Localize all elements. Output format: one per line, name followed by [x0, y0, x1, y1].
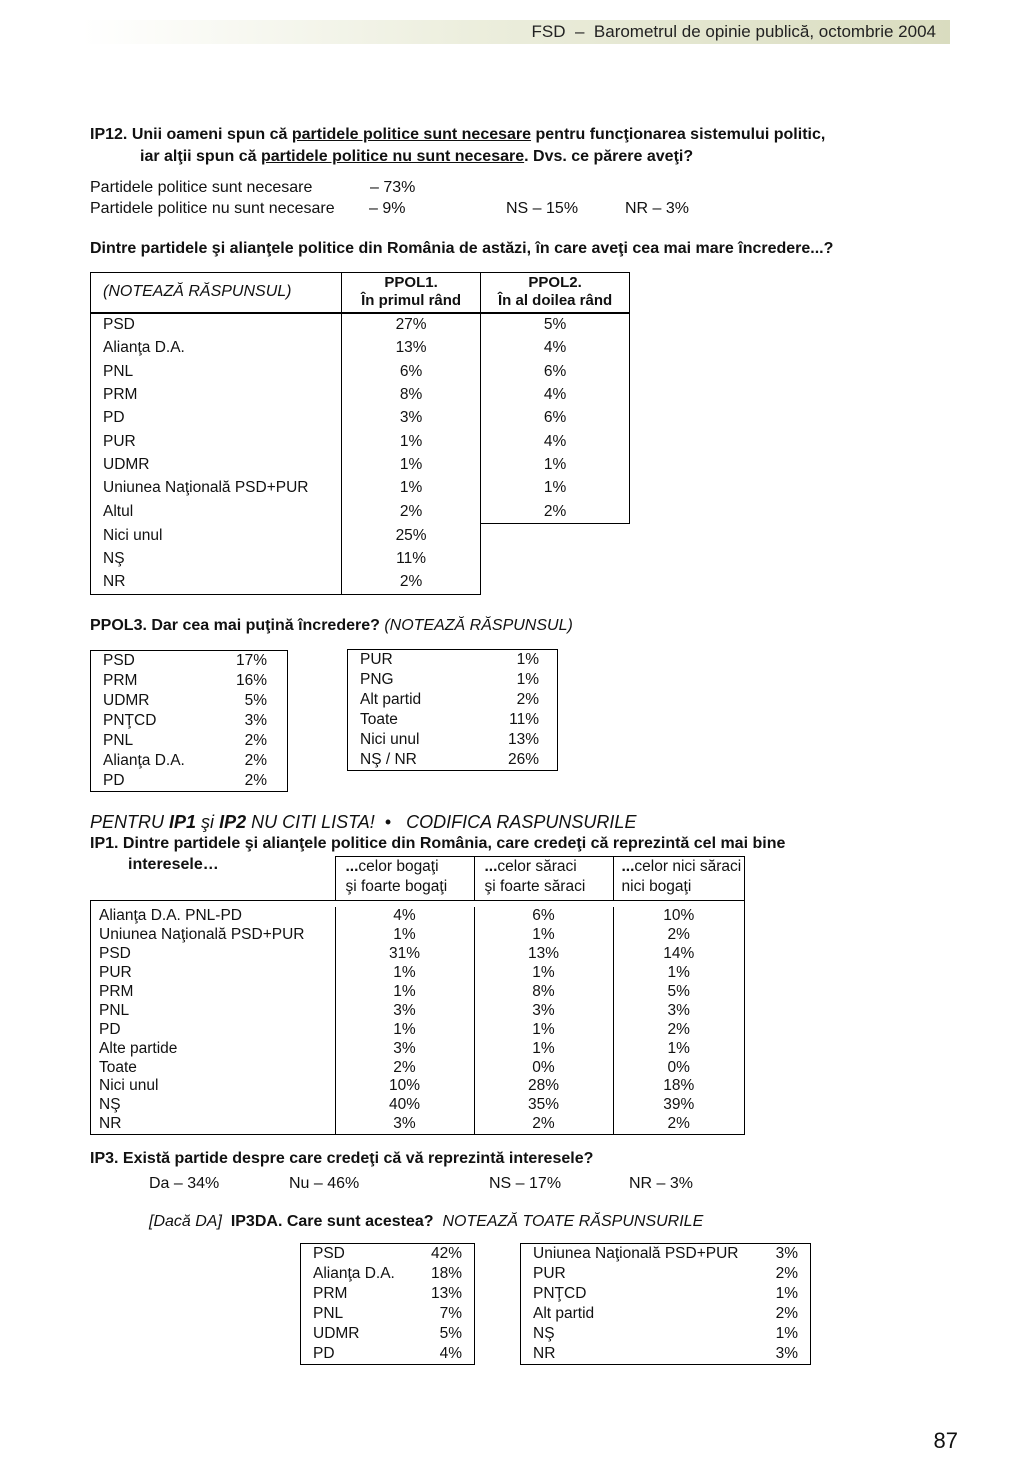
ppol2-value: 6%: [481, 407, 630, 430]
rich-value: 3%: [335, 1001, 474, 1020]
ip3-nu: Nu – 46%: [289, 1175, 360, 1192]
empty-cell: [91, 857, 336, 901]
row-label: Alianţa D.A. PNL-PD: [91, 907, 336, 926]
ppol3-text: Dar cea mai puţină încredere?: [146, 617, 380, 634]
rich-value: 1%: [335, 964, 474, 983]
ppol2-header: [481, 273, 630, 313]
sub-question: IP3DA. Care sunt acestea?: [230, 1213, 434, 1230]
col-header: PPOL1.: [384, 274, 438, 292]
row-value: 2%: [244, 752, 267, 769]
table-row: [91, 711, 288, 731]
ip12-ns: NS – 15%: [506, 200, 579, 217]
row-label: NR: [91, 1115, 336, 1134]
table-row: [91, 751, 288, 771]
ppol2-value: 4%: [481, 383, 630, 406]
table-row: [91, 691, 288, 711]
table-row: [348, 710, 558, 730]
row-label: Uniunea Naţională PSD+PUR: [533, 1245, 739, 1262]
table-row: [521, 1244, 811, 1265]
row-value: 2%: [775, 1265, 798, 1282]
row-value: 5%: [244, 692, 267, 709]
row-label: PRM: [91, 983, 336, 1002]
ppol1-value: 1%: [341, 477, 480, 500]
table-row: [91, 964, 745, 983]
row-label: PNL: [313, 1305, 344, 1322]
row-label: PNL: [91, 360, 342, 383]
row-value: 7%: [439, 1305, 462, 1322]
ppol2-value: 6%: [481, 360, 630, 383]
col-header: şi foarte bogaţi: [345, 878, 448, 895]
table-row: [301, 1244, 475, 1265]
ppol1-value: 6%: [341, 360, 480, 383]
row-value: 16%: [235, 672, 267, 689]
table-row: [91, 407, 630, 430]
row-label: PRM: [91, 383, 342, 406]
table-row: [91, 360, 630, 383]
condition: [Dacă DA]: [149, 1213, 222, 1230]
row-label: Altul: [91, 500, 342, 524]
ppol2-value: [481, 524, 630, 548]
row-label: NR: [533, 1345, 556, 1362]
ip12-answer-2: [90, 200, 335, 218]
row-label: PNG: [360, 671, 394, 688]
poor-value: 1%: [474, 926, 613, 945]
row-value: 26%: [507, 751, 539, 768]
row-label: Alianţa D.A.: [91, 337, 342, 360]
table-row: [521, 1324, 811, 1344]
col-header: celor săraci: [497, 858, 577, 875]
row-label: PNL: [91, 1001, 336, 1020]
poor-value: 6%: [474, 907, 613, 926]
middle-value: 0%: [613, 1058, 745, 1077]
rich-value: 4%: [335, 907, 474, 926]
row-value: 5%: [439, 1325, 462, 1342]
row-label: PSD: [91, 945, 336, 964]
ip1-header-middle: [613, 857, 745, 901]
ip3da-left-table: [300, 1243, 475, 1365]
row-label: Nici unul: [360, 731, 420, 748]
ip12-text: . Dvs. ce părere aveţi?: [524, 148, 694, 165]
row-label: NR: [91, 571, 342, 595]
ppol2-value: 4%: [481, 337, 630, 360]
row-label: PRM: [313, 1285, 348, 1302]
ip12-text: Unii oameni spun că: [131, 126, 292, 143]
ppol1-value: 1%: [341, 453, 480, 476]
ppol1-value: 13%: [341, 337, 480, 360]
ip1-question-line2: interesele…: [128, 856, 219, 873]
table-row: [301, 1264, 475, 1284]
row-value: 3%: [244, 712, 267, 729]
ip3da-question: [149, 1213, 703, 1231]
poor-value: 8%: [474, 983, 613, 1002]
row-value: 1%: [516, 651, 539, 668]
ppol1-value: 8%: [341, 383, 480, 406]
ppol2-value: [481, 547, 630, 570]
middle-value: 10%: [613, 907, 745, 926]
sub-note: NOTEAZĂ TOATE RĂSPUNSURILE: [442, 1213, 704, 1230]
table-row: [301, 1324, 475, 1344]
table-row: [91, 926, 745, 945]
row-label: Alianţa D.A.: [313, 1265, 395, 1282]
row-value: 11%: [509, 711, 539, 728]
row-label: PUR: [360, 651, 393, 668]
ip3-da: Da – 34%: [149, 1175, 220, 1192]
ip1-question-line1: IP1. Dintre partidele şi alianţele politice din România, care credeţi că reprezintă cel mai bine: [90, 835, 786, 852]
ip12-question-line1: [90, 126, 825, 144]
row-label: PNL: [103, 732, 134, 749]
row-label: UDMR: [103, 692, 150, 709]
table-header-row: [91, 857, 745, 901]
middle-value: 2%: [613, 926, 745, 945]
table-row: [521, 1304, 811, 1324]
col-header: În al doilea rând: [497, 292, 613, 310]
row-label: Alt partid: [360, 691, 422, 708]
col-header: În primul rând: [361, 292, 462, 310]
table-row: [91, 945, 745, 964]
table-row: [301, 1344, 475, 1365]
row-value: 17%: [235, 652, 267, 669]
table-row: [91, 1020, 745, 1039]
row-value: 1%: [775, 1285, 798, 1302]
ppol2-value: [481, 571, 630, 595]
row-label: Alianţa D.A.: [103, 752, 185, 769]
row-value: 3%: [775, 1345, 798, 1362]
poor-value: 35%: [474, 1096, 613, 1115]
ip3-question: IP3. Există partide despre care credeţi că vă reprezintă interesele?: [90, 1150, 594, 1167]
dots: ...: [484, 858, 498, 875]
table-row: [91, 1115, 745, 1134]
table-header-row: [91, 273, 630, 313]
row-value: 13%: [507, 731, 539, 748]
table-row: [301, 1284, 475, 1304]
row-label: PD: [103, 772, 125, 789]
row-label: Uniunea Naţională PSD+PUR: [91, 926, 336, 945]
table-row: [91, 1096, 745, 1115]
row-label: UDMR: [313, 1325, 360, 1342]
row-label: PD: [91, 1020, 336, 1039]
ppol1-value: 2%: [341, 571, 480, 595]
ip1-header-poor: [474, 857, 613, 901]
ppol2-value: 5%: [481, 313, 630, 337]
ppol-note: (NOTEAZĂ RĂSPUNSUL): [91, 273, 342, 313]
middle-value: 14%: [613, 945, 745, 964]
table-row: [91, 524, 630, 548]
row-label: Uniunea Naţională PSD+PUR: [91, 477, 342, 500]
instr-text: IP2: [219, 812, 247, 832]
col-header: PPOL2.: [528, 274, 582, 292]
ip3-ns: NS – 17%: [489, 1175, 562, 1192]
row-label: NŞ: [91, 1096, 336, 1115]
col-header: celor bogaţi: [358, 858, 439, 875]
row-value: 1%: [516, 671, 539, 688]
row-value: 2%: [244, 732, 267, 749]
answer-label: Partidele politice sunt necesare: [90, 179, 313, 196]
row-value: 13%: [430, 1285, 462, 1302]
rich-value: 1%: [335, 1020, 474, 1039]
row-value: 1%: [775, 1325, 798, 1342]
table-row: [91, 571, 630, 595]
ip12-answer-2-value: – 9%: [369, 200, 406, 217]
middle-value: 3%: [613, 1001, 745, 1020]
table-row: [91, 907, 745, 926]
row-label: NŞ: [533, 1325, 555, 1342]
table-row: [348, 670, 558, 690]
table-row: [91, 1058, 745, 1077]
table-row: [91, 771, 288, 792]
ppol3-code: PPOL3.: [90, 617, 147, 634]
table-row: [521, 1284, 811, 1304]
row-label: PSD: [91, 313, 342, 337]
rich-value: 40%: [335, 1096, 474, 1115]
ip12-answer-1: [90, 179, 312, 197]
row-label: PRM: [103, 672, 138, 689]
poor-value: 1%: [474, 1039, 613, 1058]
row-value: 2%: [244, 772, 267, 789]
poor-value: 1%: [474, 964, 613, 983]
row-label: Nici unul: [91, 1077, 336, 1096]
page-number: 87: [933, 1428, 958, 1453]
table-row: [91, 731, 288, 751]
ip1-header-rich: [335, 857, 474, 901]
ip12-text: pentru funcţionarea sistemului politic,: [531, 126, 826, 143]
row-label: UDMR: [91, 453, 342, 476]
middle-value: 1%: [613, 964, 745, 983]
row-value: 4%: [439, 1345, 462, 1362]
row-label: PNŢCD: [103, 712, 157, 729]
ppol1-header: [341, 273, 480, 313]
ip3-nr: NR – 3%: [629, 1175, 694, 1192]
ppol-question: Dintre partidele şi alianţele politice din România de astăzi, în care aveţi cea mai mare încredere...?: [90, 240, 834, 257]
middle-value: 2%: [613, 1020, 745, 1039]
table-row: [521, 1344, 811, 1365]
rich-value: 31%: [335, 945, 474, 964]
table-row: [91, 430, 630, 453]
table-row: [91, 547, 630, 570]
table-row: [91, 337, 630, 360]
rich-value: 3%: [335, 1115, 474, 1134]
table-row: [91, 1039, 745, 1058]
row-value: 2%: [775, 1305, 798, 1322]
table-row: [91, 671, 288, 691]
table-row: [521, 1264, 811, 1284]
middle-value: 1%: [613, 1039, 745, 1058]
row-label: Toate: [360, 711, 398, 728]
table-row: [348, 730, 558, 750]
table-row: [91, 651, 288, 672]
row-label: PUR: [533, 1265, 566, 1282]
row-label: PUR: [91, 964, 336, 983]
table-row: [91, 1001, 745, 1020]
ppol3-question: [90, 617, 573, 635]
rich-value: 2%: [335, 1058, 474, 1077]
ip12-code: IP12.: [90, 126, 128, 143]
col-header: celor nici săraci: [634, 858, 742, 875]
rich-value: 1%: [335, 983, 474, 1002]
row-label: NŞ: [91, 547, 342, 570]
row-label: PSD: [313, 1245, 345, 1262]
table-row: [91, 453, 630, 476]
poor-value: 1%: [474, 1020, 613, 1039]
col-header: şi foarte săraci: [484, 878, 586, 895]
table-row: [91, 383, 630, 406]
row-label: Alt partid: [533, 1305, 595, 1322]
poor-value: 0%: [474, 1058, 613, 1077]
ppol1-value: 2%: [341, 500, 480, 524]
ppol3-right-table: [347, 649, 558, 771]
row-label: PNŢCD: [533, 1285, 587, 1302]
instr-text: şi: [196, 812, 220, 832]
poor-value: 3%: [474, 1001, 613, 1020]
dots: ...: [345, 858, 359, 875]
ppol3-note: (NOTEAZĂ RĂSPUNSUL): [379, 617, 573, 634]
row-label: NŞ / NR: [360, 751, 417, 768]
ppol2-value: 1%: [481, 477, 630, 500]
ppol2-value: 4%: [481, 430, 630, 453]
poor-value: 28%: [474, 1077, 613, 1096]
row-label: Nici unul: [91, 524, 342, 548]
col-header: nici bogaţi: [621, 878, 692, 895]
ip12-underlined: partidele politice nu sunt necesare: [260, 148, 525, 165]
ppol1-value: 3%: [341, 407, 480, 430]
row-label: PD: [91, 407, 342, 430]
ppol1-value: 1%: [341, 430, 480, 453]
table-row: [91, 313, 630, 337]
row-label: Alte partide: [91, 1039, 336, 1058]
ppol3-left-table: [90, 650, 288, 792]
poor-value: 2%: [474, 1115, 613, 1134]
ppol2-value: 1%: [481, 453, 630, 476]
table-row: [91, 983, 745, 1002]
row-label: PUR: [91, 430, 342, 453]
instr-text: IP1: [169, 812, 197, 832]
ip12-underlined: partidele politice sunt necesare: [291, 126, 532, 143]
ppol-table: [90, 272, 630, 595]
instr-text: NU CITI LISTA! • CODIFICA RASPUNSURILE: [246, 812, 637, 832]
dots: ...: [621, 858, 635, 875]
row-value: 3%: [775, 1245, 798, 1262]
instr-text: PENTRU: [90, 812, 170, 832]
row-label: Toate: [91, 1058, 336, 1077]
ip12-nr: NR – 3%: [625, 200, 690, 217]
ip12-answer-1-value: – 73%: [370, 179, 416, 196]
row-value: 42%: [430, 1245, 462, 1262]
table-row: [348, 690, 558, 710]
middle-value: 5%: [613, 983, 745, 1002]
ppol2-value: 2%: [481, 500, 630, 524]
ip1-table: [90, 856, 745, 1135]
rich-value: 10%: [335, 1077, 474, 1096]
middle-value: 2%: [613, 1115, 745, 1134]
row-label: PD: [313, 1345, 335, 1362]
row-value: 18%: [430, 1265, 462, 1282]
ip3da-right-table: [520, 1243, 811, 1365]
ip1-instruction: [90, 812, 636, 833]
table-row: [348, 650, 558, 671]
table-row: [348, 750, 558, 771]
middle-value: 39%: [613, 1096, 745, 1115]
ip12-question-line2: [140, 148, 693, 166]
rich-value: 3%: [335, 1039, 474, 1058]
poor-value: 13%: [474, 945, 613, 964]
table-row: [91, 477, 630, 500]
ip12-text: iar alţii spun că: [140, 148, 261, 165]
answer-label: Partidele politice nu sunt necesare: [90, 200, 335, 217]
ppol1-value: 25%: [341, 524, 480, 548]
table-row: [91, 1077, 745, 1096]
ppol1-value: 11%: [341, 547, 480, 570]
row-label: PSD: [103, 652, 135, 669]
row-value: 2%: [516, 691, 539, 708]
page-header: [82, 20, 950, 44]
header-title: FSD – Barometrul de opinie publică, octombrie 2004: [531, 22, 936, 41]
ppol1-value: 27%: [341, 313, 480, 337]
table-row: [91, 500, 630, 524]
rich-value: 1%: [335, 926, 474, 945]
middle-value: 18%: [613, 1077, 745, 1096]
table-row: [301, 1304, 475, 1324]
